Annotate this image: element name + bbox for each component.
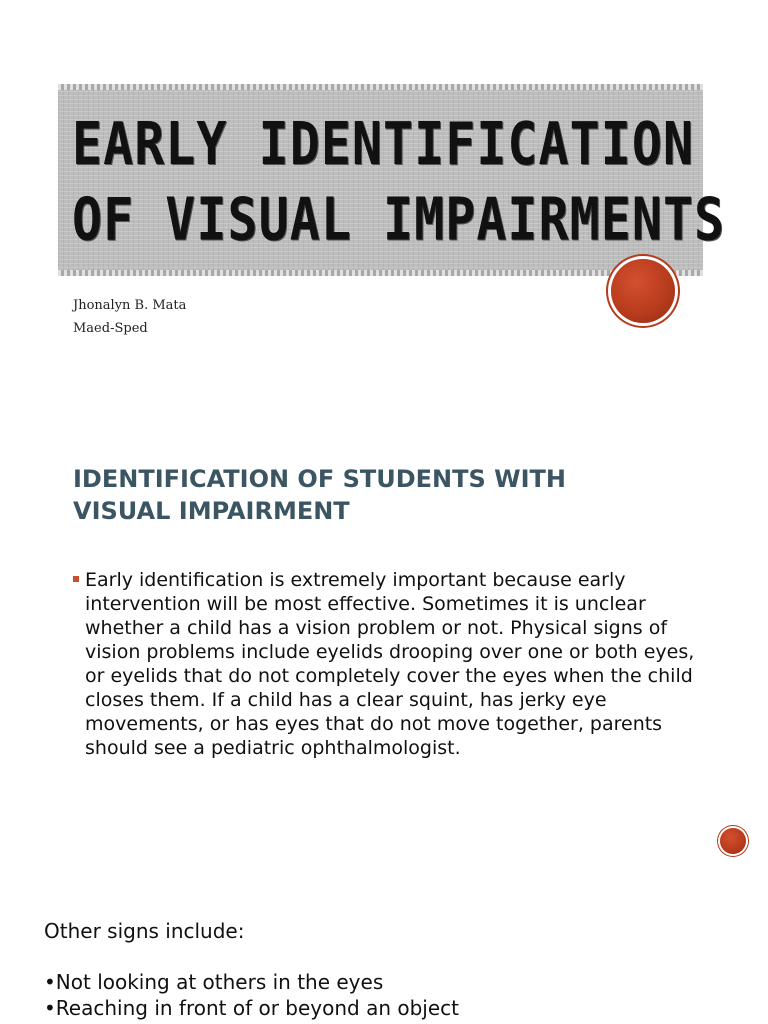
title-line-2: OF VISUAL IMPAIRMENTS bbox=[72, 185, 726, 254]
title-slide bbox=[0, 0, 768, 400]
bullet-text: Early identification is extremely important because early intervention will be most effective. Sometimes it is unclear whether a child has a vision problem or not. Physical signs of vision problems include eyelids drooping over one or both eyes, or eyelids that do not completely cover the eyes when the child closes them. If a child has a clear squint, has jerky eye movements, or has eyes that do not move together, parents should see a pediatric ophthalmologist. bbox=[85, 569, 695, 759]
decorative-circle bbox=[611, 259, 675, 323]
square-bullet-icon bbox=[73, 576, 79, 582]
heading-line-2: VISUAL IMPAIRMENT bbox=[73, 497, 350, 525]
author-name: Jhonalyn B. Mata bbox=[73, 298, 187, 313]
program-name: Maed-Sped bbox=[73, 321, 148, 336]
list-item: •Reaching in front of or beyond an object bbox=[44, 996, 460, 1020]
heading-line-1: IDENTIFICATION OF STUDENTS WITH bbox=[73, 465, 566, 493]
bullet-item bbox=[73, 568, 698, 760]
slide-heading bbox=[73, 463, 673, 527]
decorative-circle-small bbox=[720, 828, 746, 854]
title-banner bbox=[58, 84, 726, 276]
title-line-1: EARLY IDENTIFICATION bbox=[72, 109, 695, 178]
signs-heading: Other signs include: bbox=[44, 919, 245, 943]
signs-list bbox=[44, 969, 459, 1021]
content-slide bbox=[0, 400, 768, 870]
slide-title bbox=[72, 106, 726, 257]
list-item: •Not looking at others in the eyes bbox=[44, 970, 384, 994]
signs-slide bbox=[0, 870, 768, 1024]
